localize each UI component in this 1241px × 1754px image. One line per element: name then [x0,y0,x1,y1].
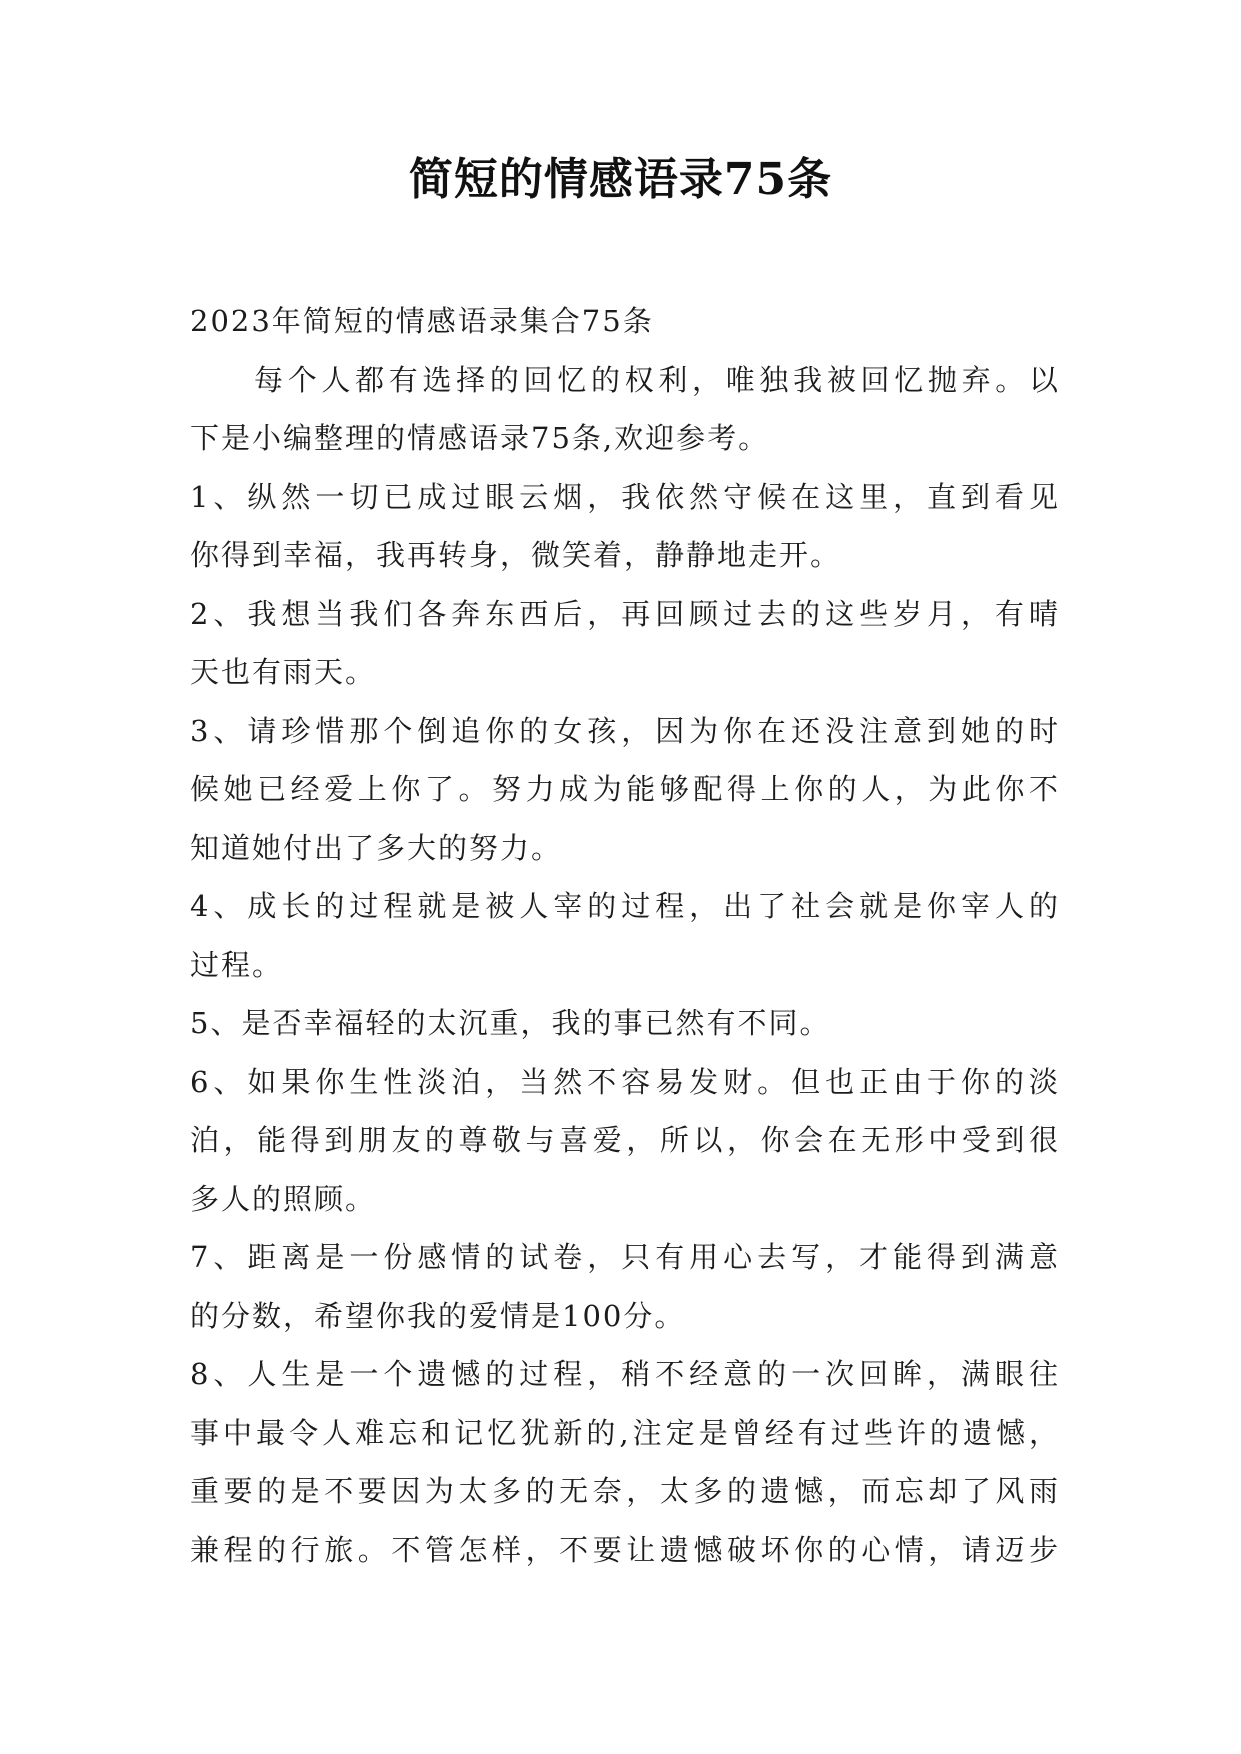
quote-line: 7、距离是一份感情的试卷，只有用心去写，才能得到满意 [190,1240,1060,1274]
quote-line: 多人的照顾。 [190,1181,377,1216]
quote-line: 1、纵然一切已成过眼云烟，我依然守候在这里，直到看见 [190,479,1060,514]
quote-line: 知道她付出了多大的努力。 [190,830,563,865]
quote-line: 天也有雨天。 [190,655,377,689]
subtitle-line: 2023年简短的情感语录集合75条 [190,304,654,338]
quote-line: 3、请珍惜那个倒追你的女孩，因为你在还没注意到她的时 [190,713,1060,748]
quote-line: 过程。 [190,947,284,982]
intro-line: 下是小编整理的情感语录75条,欢迎参考。 [190,421,770,455]
quote-line: 重要的是不要因为太多的无奈，太多的遗憾，而忘却了风雨 [190,1474,1060,1508]
quote-line: 的分数，希望你我的爱情是100分。 [190,1298,686,1333]
quote-line: 2、我想当我们各奔东西后，再回顾过去的这些岁月，有晴 [190,596,1060,631]
intro-line: 每个人都有选择的回忆的权利，唯独我被回忆抛弃。以 [254,362,1060,397]
quote-line: 事中最令人难忘和记忆犹新的,注定是曾经有过些许的遗憾， [190,1415,1060,1450]
document-body [190,292,1060,1579]
quote-line: 泊，能得到朋友的尊敬与喜爱，所以，你会在无形中受到很 [190,1123,1060,1157]
quote-line: 4、成长的过程就是被人宰的过程，出了社会就是你宰人的 [190,889,1060,923]
quote-line: 5、是否幸福轻的太沉重，我的事已然有不同。 [190,1006,831,1040]
quote-line: 你得到幸福，我再转身，微笑着，静静地走开。 [190,538,842,572]
quote-line: 6、如果你生性淡泊，当然不容易发财。但也正由于你的淡 [190,1064,1060,1099]
quote-line: 兼程的行旅。不管怎样，不要让遗憾破坏你的心情，请迈步 [190,1532,1060,1567]
quote-line: 8、人生是一个遗憾的过程，稍不经意的一次回眸，满眼往 [190,1357,1060,1391]
document-title: 简短的情感语录75条 [408,154,833,205]
quote-line: 候她已经爱上你了。努力成为能够配得上你的人，为此你不 [190,772,1060,806]
